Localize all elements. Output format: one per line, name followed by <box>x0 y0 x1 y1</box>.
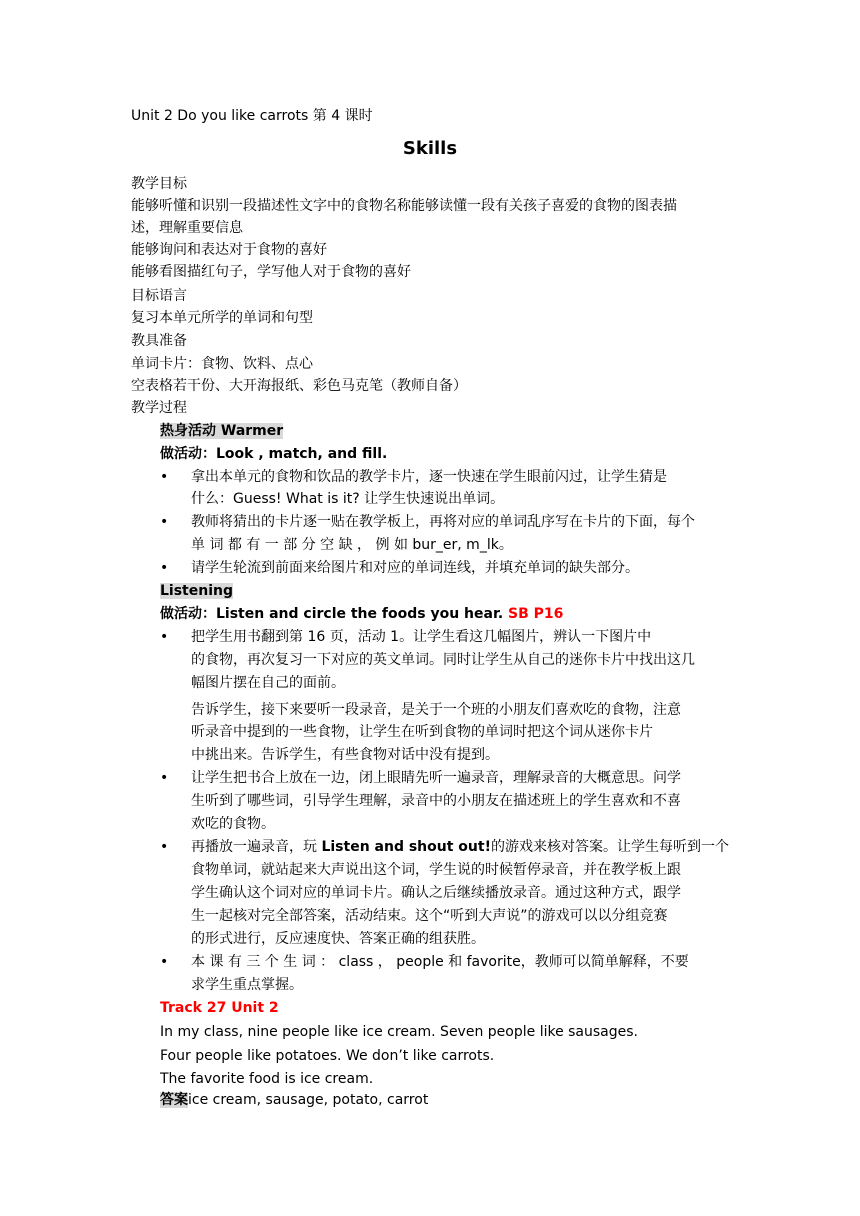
bullet-text: 食物单词，就站起来大声说出这个词，学生说的时候暂停录音，并在教学板上跟 <box>191 862 681 878</box>
bullet-dot: • <box>160 629 169 645</box>
warmer-activity: 做活动：Look , match, and fill. <box>160 446 388 462</box>
bullet-text: 生一起核对完全部答案，活动结束。这个“听到大声说”的游戏可以以分组竞赛 <box>191 908 668 924</box>
materials-heading: 教具准备 <box>131 333 187 349</box>
bullet-text: 幅图片摆在自己的面前。 <box>191 675 345 691</box>
track-label: Track 27 Unit 2 <box>160 1000 279 1016</box>
bullet-text: 求学生重点掌握。 <box>191 977 303 993</box>
transcript-line: The favorite food is ice cream. <box>160 1071 374 1087</box>
bullet-dot: • <box>160 839 169 855</box>
bullet-dot: • <box>160 770 169 786</box>
bullet-text: 单 词 都 有 一 部 分 空 缺 ， 例 如 bur_er, m_lk。 <box>191 537 513 553</box>
answer-line: 答案ice cream, sausage, potato, carrot <box>160 1092 429 1108</box>
bullet-text: 学生确认这个词对应的单词卡片。确认之后继续播放录音。通过这种方式，跟学 <box>191 885 681 901</box>
bullet-dot: • <box>160 954 169 970</box>
materials-line: 空表格若干份、大开海报纸、彩色马克笔（教师自备） <box>131 378 467 394</box>
bullet-dot: • <box>160 514 169 530</box>
bullet-text: 欢吃的食物。 <box>191 816 275 832</box>
bullet-text: 教师将猜出的卡片逐一贴在教学板上，再将对应的单词乱序写在卡片的下面，每个 <box>191 514 695 530</box>
bullet-text: 生听到了哪些词，引导学生理解，录音中的小朋友在描述班上的学生喜欢和不喜 <box>191 793 681 809</box>
bullet-text: 本 课 有 三 个 生 词 ： class ， people 和 favorite，教师可以简单解释，不要 <box>191 954 689 970</box>
page-title: Skills <box>402 138 458 159</box>
bullet-text: 的食物，再次复习一下对应的英文单词。同时让学生从自己的迷你卡片中找出这几 <box>191 652 695 668</box>
transcript-line: In my class, nine people like ice cream. Seven people like sausages. <box>160 1024 639 1040</box>
objective-line: 能够听懂和识别一段描述性文字中的食物名称能够读懂一段有关孩子喜爱的食物的图表描 <box>131 198 677 214</box>
warmer-heading: 热身活动 Warmer <box>160 423 284 439</box>
listening-activity: 做活动：Listen and circle the foods you hear. SB P16 <box>160 606 564 622</box>
listening-heading: Listening <box>160 583 233 599</box>
language-text: 复习本单元所学的单词和句型 <box>131 310 313 326</box>
objective-line: 述，理解重要信息 <box>131 220 243 236</box>
transcript-line: Four people like potatoes. We don’t like carrots. <box>160 1048 495 1064</box>
bullet-text: 再播放一遍录音，玩 Listen and shout out!的游戏来核对答案。让学生每听到一个 <box>191 839 729 855</box>
paragraph-line: 中挑出来。告诉学生，有些食物对话中没有提到。 <box>191 747 499 763</box>
bullet-dot: • <box>160 560 169 576</box>
process-heading: 教学过程 <box>131 400 187 416</box>
lesson-header: Unit 2 Do you like carrots 第 4 课时 <box>131 108 373 124</box>
bullet-text: 什么：Guess! What is it? 让学生快速说出单词。 <box>191 491 505 507</box>
bullet-text: 请学生轮流到前面来给图片和对应的单词连线，并填充单词的缺失部分。 <box>191 560 639 576</box>
objective-line: 能够询问和表达对于食物的喜好 <box>131 242 327 258</box>
paragraph-line: 听录音中提到的一些食物，让学生在听到食物的单词时把这个词从迷你卡片 <box>191 724 653 740</box>
objective-line: 能够看图描红句子，学写他人对于食物的喜好 <box>131 264 411 280</box>
paragraph-line: 告诉学生，接下来要听一段录音，是关于一个班的小朋友们喜欢吃的食物，注意 <box>191 702 681 718</box>
language-heading: 目标语言 <box>131 288 187 304</box>
bullet-text: 拿出本单元的食物和饮品的教学卡片，逐一快速在学生眼前闪过，让学生猜是 <box>191 469 667 485</box>
bullet-dot: • <box>160 469 169 485</box>
objectives-heading: 教学目标 <box>131 176 187 192</box>
materials-line: 单词卡片：食物、饮料、点心 <box>131 356 313 372</box>
bullet-text: 把学生用书翻到第 16 页，活动 1。让学生看这几幅图片，辨认一下图片中 <box>191 629 652 645</box>
bullet-text: 让学生把书合上放在一边，闭上眼睛先听一遍录音，理解录音的大概意思。问学 <box>191 770 681 786</box>
bullet-text: 的形式进行，反应速度快、答案正确的组获胜。 <box>191 931 485 947</box>
